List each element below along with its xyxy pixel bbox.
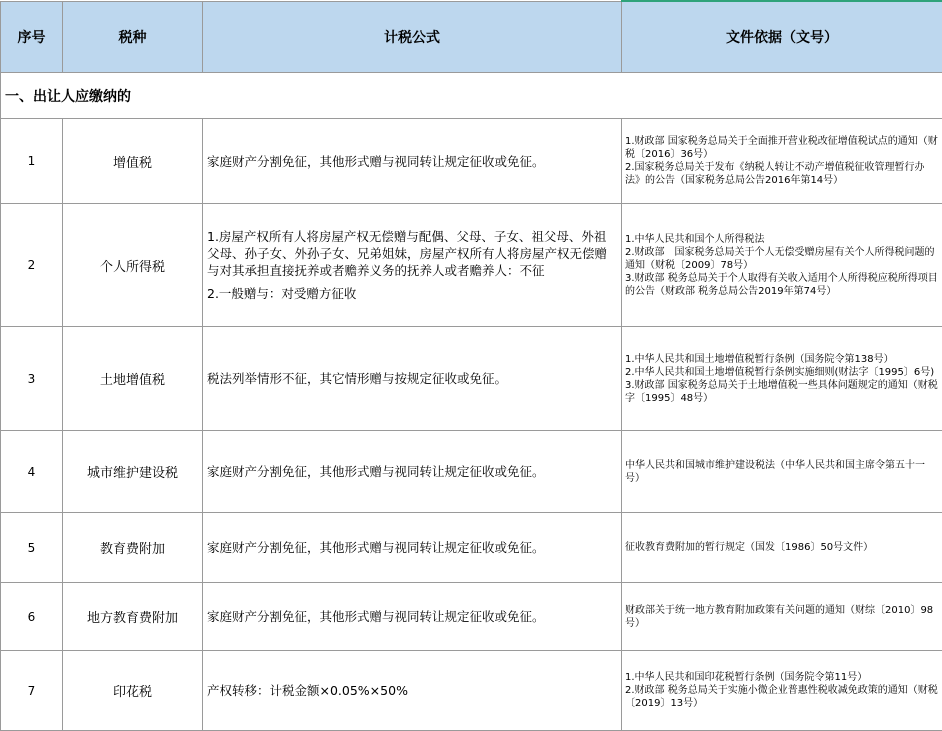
cell-formula [203,431,622,513]
doc-line: 1.中华人民共和国印花税暂行条例（国务院令第11号） [625,671,939,684]
doc-line: 1.中华人民共和国个人所得税法 [625,233,939,246]
doc-line: 1.中华人民共和国土地增值税暂行条例（国务院令第138号） [625,353,939,366]
cell-no: 7 [1,651,63,731]
doc-line: 3.财政部 国家税务总局关于土地增值税一些具体问题规定的通知（财税字〔1995〕48号） [625,379,939,405]
table-row [1,583,942,651]
doc-line: 1.财政部 国家税务总局关于全面推开营业税改征增值税试点的通知（财税〔2016〕36号） [625,135,939,161]
cell-tax-type: 印花税 [63,651,203,731]
cell-formula [203,651,622,731]
header-tax: 税种 [63,1,203,73]
doc-line: 2.中华人民共和国土地增值税暂行条例实施细则(财法字〔1995〕6号) [625,366,939,379]
cell-no: 3 [1,327,63,431]
cell-formula [203,327,622,431]
cell-tax-type: 城市维护建设税 [63,431,203,513]
table-row [1,327,942,431]
header-no: 序号 [1,1,63,73]
table-row [1,431,942,513]
formula-line: 家庭财产分割免征，其他形式赠与视同转让规定征收或免征。 [207,539,617,556]
table-row [1,119,942,204]
cell-no: 1 [1,119,63,204]
doc-line: 征收教育费附加的暂行规定（国发〔1986〕50号文件） [625,541,939,554]
cell-formula [203,204,622,327]
formula-line: 1.房屋产权所有人将房屋产权无偿赠与配偶、父母、子女、祖父母、外祖父母、孙子女、外孙子女、兄弟姐妹，房屋产权所有人将房屋产权无偿赠与对其承担直接抚养或者赡养义务的抚养人或者赡养人：不征 [207,228,617,279]
doc-line: 财政部关于统一地方教育附加政策有关问题的通知（财综〔2010〕98号） [625,604,939,630]
header-formula: 计税公式 [203,1,622,73]
cell-tax-type: 个人所得税 [63,204,203,327]
cell-no: 5 [1,513,63,583]
cell-formula [203,583,622,651]
cell-docs [622,651,942,731]
header-docs: 文件依据（文号） [622,1,942,73]
doc-line: 2.国家税务总局关于发布《纳税人转让不动产增值税征收管理暂行办法》的公告（国家税务总局公告2016年第14号） [625,161,939,187]
cell-tax-type: 土地增值税 [63,327,203,431]
doc-line: 中华人民共和国城市维护建设税法（中华人民共和国主席令第五十一号） [625,459,939,485]
formula-line: 家庭财产分割免征，其他形式赠与视同转让规定征收或免征。 [207,153,617,170]
doc-line: 2.财政部 国家税务总局关于个人无偿受赠房屋有关个人所得税问题的通知（财税〔2009〕78号） [625,246,939,272]
cell-tax-type: 增值税 [63,119,203,204]
table-row [1,651,942,731]
table-row [1,204,942,327]
doc-line: 3.财政部 税务总局关于个人取得有关收入适用个人所得税应税所得项目的公告（财政部 税务总局公告2019年第74号） [625,272,939,298]
cell-tax-type: 教育费附加 [63,513,203,583]
formula-line: 税法列举情形不征，其它情形赠与按规定征收或免征。 [207,370,617,387]
header-row [1,1,942,73]
section-row [1,73,942,119]
formula-line: 家庭财产分割免征，其他形式赠与视同转让规定征收或免征。 [207,608,617,625]
doc-line: 2.财政部 税务总局关于实施小微企业普惠性税收减免政策的通知（财税〔2019〕13号） [625,684,939,710]
cell-no: 6 [1,583,63,651]
table-row [1,513,942,583]
formula-line: 产权转移：计税金额×0.05%×50% [207,682,617,699]
formula-line: 家庭财产分割免征，其他形式赠与视同转让规定征收或免征。 [207,463,617,480]
cell-formula [203,513,622,583]
formula-line: 2.一般赠与：对受赠方征收 [207,285,617,302]
cell-docs [622,327,942,431]
cell-no: 2 [1,204,63,327]
cell-docs [622,583,942,651]
cell-docs [622,204,942,327]
cell-tax-type: 地方教育费附加 [63,583,203,651]
cell-no: 4 [1,431,63,513]
cell-docs [622,119,942,204]
cell-formula [203,119,622,204]
cell-docs [622,431,942,513]
cell-docs [622,513,942,583]
section-title: 一、出让人应缴纳的 [1,73,942,119]
